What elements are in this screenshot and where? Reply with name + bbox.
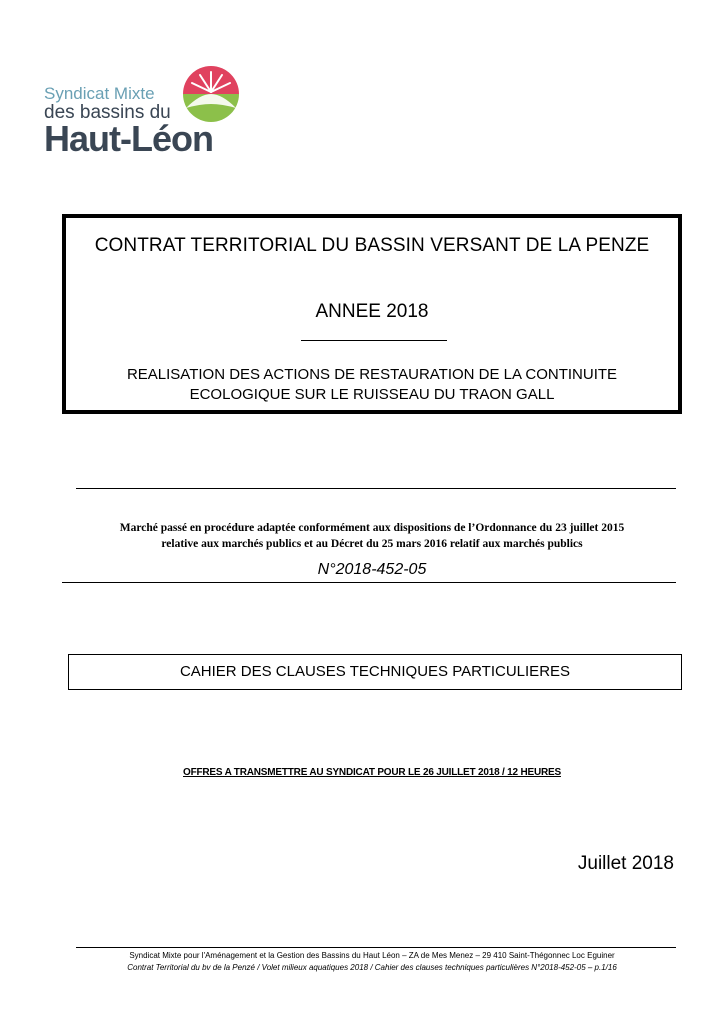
submission-deadline: OFFRES A TRANSMETTRE AU SYNDICAT POUR LE 26 JUILLET 2018 / 12 HEURES bbox=[183, 767, 561, 778]
footer bbox=[62, 950, 682, 974]
footer-rule bbox=[76, 947, 676, 948]
document-type-box bbox=[68, 654, 682, 690]
top-rule bbox=[76, 488, 676, 489]
project-title-line-2: ECOLOGIQUE SUR LE RUISSEAU DU TRAON GALL bbox=[189, 386, 555, 403]
logo-line-1: Syndicat Mixte bbox=[44, 84, 155, 103]
procurement-notice-line-2: relative aux marchés publics et au Décret du 25 mars 2016 relatif aux marchés publics bbox=[161, 538, 583, 550]
number-rule bbox=[62, 582, 676, 583]
procurement-notice-line-1: Marché passé en procédure adaptée conformément aux dispositions de l’Ordonnance du 23 juillet 2015 bbox=[119, 522, 625, 534]
footer-line-2: Contrat Territorial du bv de la Penzé / Volet milieux aquatiques 2018 / Cahier des clauses techniques particulières N°2018-452-05 – p.1/16 bbox=[127, 963, 617, 972]
procurement-notice bbox=[62, 520, 682, 552]
project-title bbox=[65, 365, 679, 405]
logo-line-2: des bassins du bbox=[44, 102, 171, 123]
project-title-line-1: REALISATION DES ACTIONS DE RESTAURATION DE LA CONTINUITE bbox=[126, 366, 618, 383]
logo-line-3: Haut-Léon bbox=[44, 118, 213, 159]
contract-title: CONTRAT TERRITORIAL DU BASSIN VERSANT DE LA PENZE bbox=[94, 235, 650, 256]
document-type: CAHIER DES CLAUSES TECHNIQUES PARTICULIERES bbox=[179, 663, 571, 680]
document-date: Juillet 2018 bbox=[577, 853, 674, 874]
footer-line-1: Syndicat Mixte pour l'Aménagement et la Gestion des Bassins du Haut Léon – ZA de Mes Menez – 29 410 Saint-Thégonnec Loc Eguiner bbox=[129, 951, 615, 960]
title-box bbox=[62, 214, 682, 414]
logo bbox=[44, 64, 254, 160]
year-title: ANNEE 2018 bbox=[315, 301, 429, 322]
title-divider bbox=[301, 340, 447, 341]
contract-number: N°2018-452-05 bbox=[317, 561, 427, 578]
